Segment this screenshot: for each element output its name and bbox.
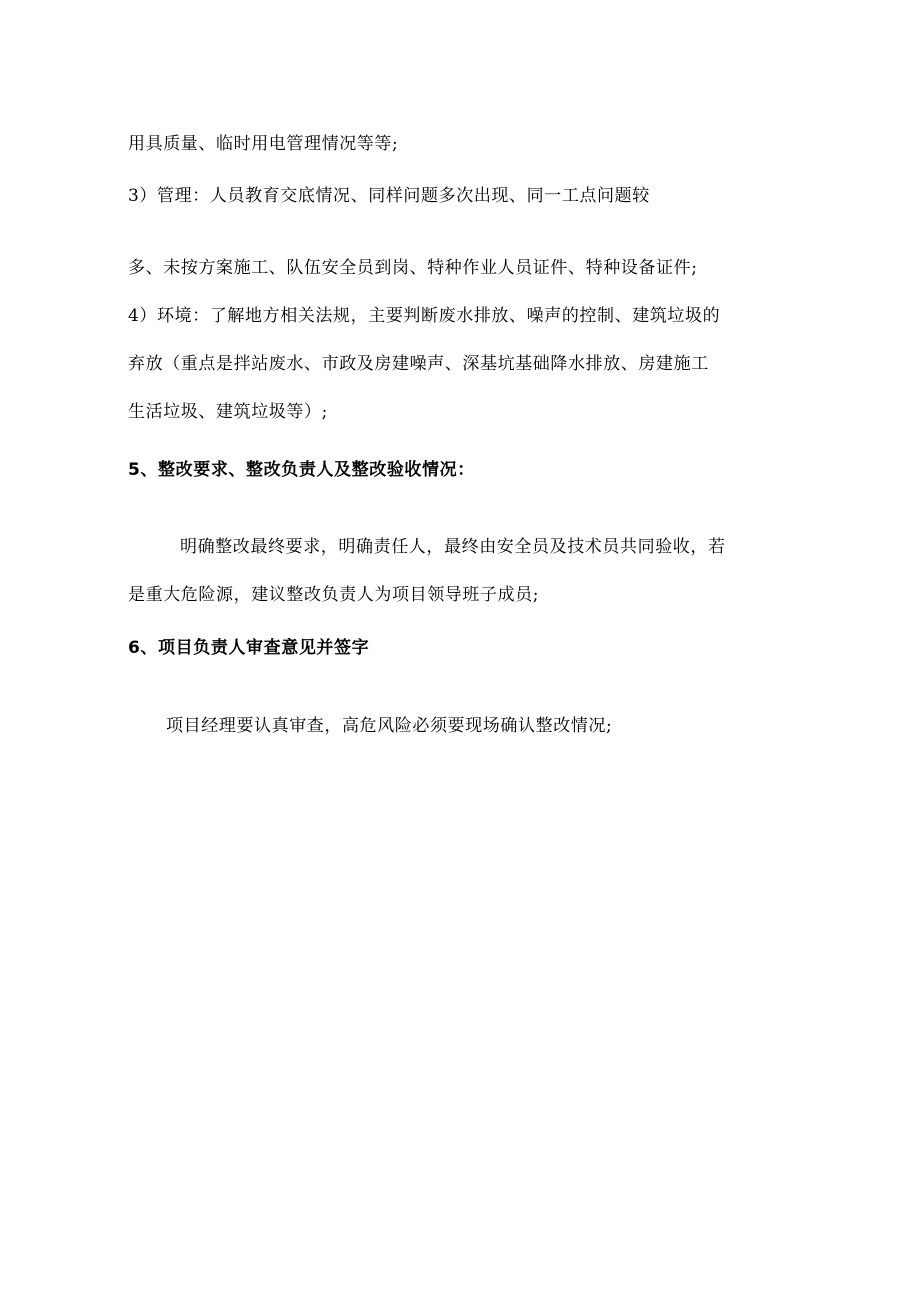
text-line-environment-continued-2: 生活垃圾、建筑垃圾等）; [128,402,328,422]
paragraph-review-line: 项目经理要认真审查，高危风险必须要现场确认整改情况; [166,716,613,736]
text-line-management-item-3: 3）管理：人员教育交底情况、同样问题多次出现、同一工点问题较 [128,186,650,206]
text-line-tools-electricity: 用具质量、临时用电管理情况等等; [128,134,399,154]
text-line-environment-item-4: 4）环境：了解地方相关法规，主要判断废水排放、噪声的控制、建筑垃圾的 [128,306,721,326]
section-heading-6: 6、项目负责人审查意见并签字 [128,638,370,658]
section-heading-5: 5、整改要求、整改负责人及整改验收情况： [128,460,475,480]
text-line-management-continued: 多、未按方案施工、队伍安全员到岗、特种作业人员证件、特种设备证件; [128,258,698,278]
paragraph-rectification-line-2: 是重大危险源，建议整改负责人为项目领导班子成员; [128,585,540,605]
paragraph-rectification-line-1: 明确整改最终要求，明确责任人，最终由安全员及技术员共同验收，若 [180,537,726,557]
text-line-environment-continued-1: 弃放（重点是拌站废水、市政及房建噪声、深基坑基础降水排放、房建施工 [128,354,709,374]
